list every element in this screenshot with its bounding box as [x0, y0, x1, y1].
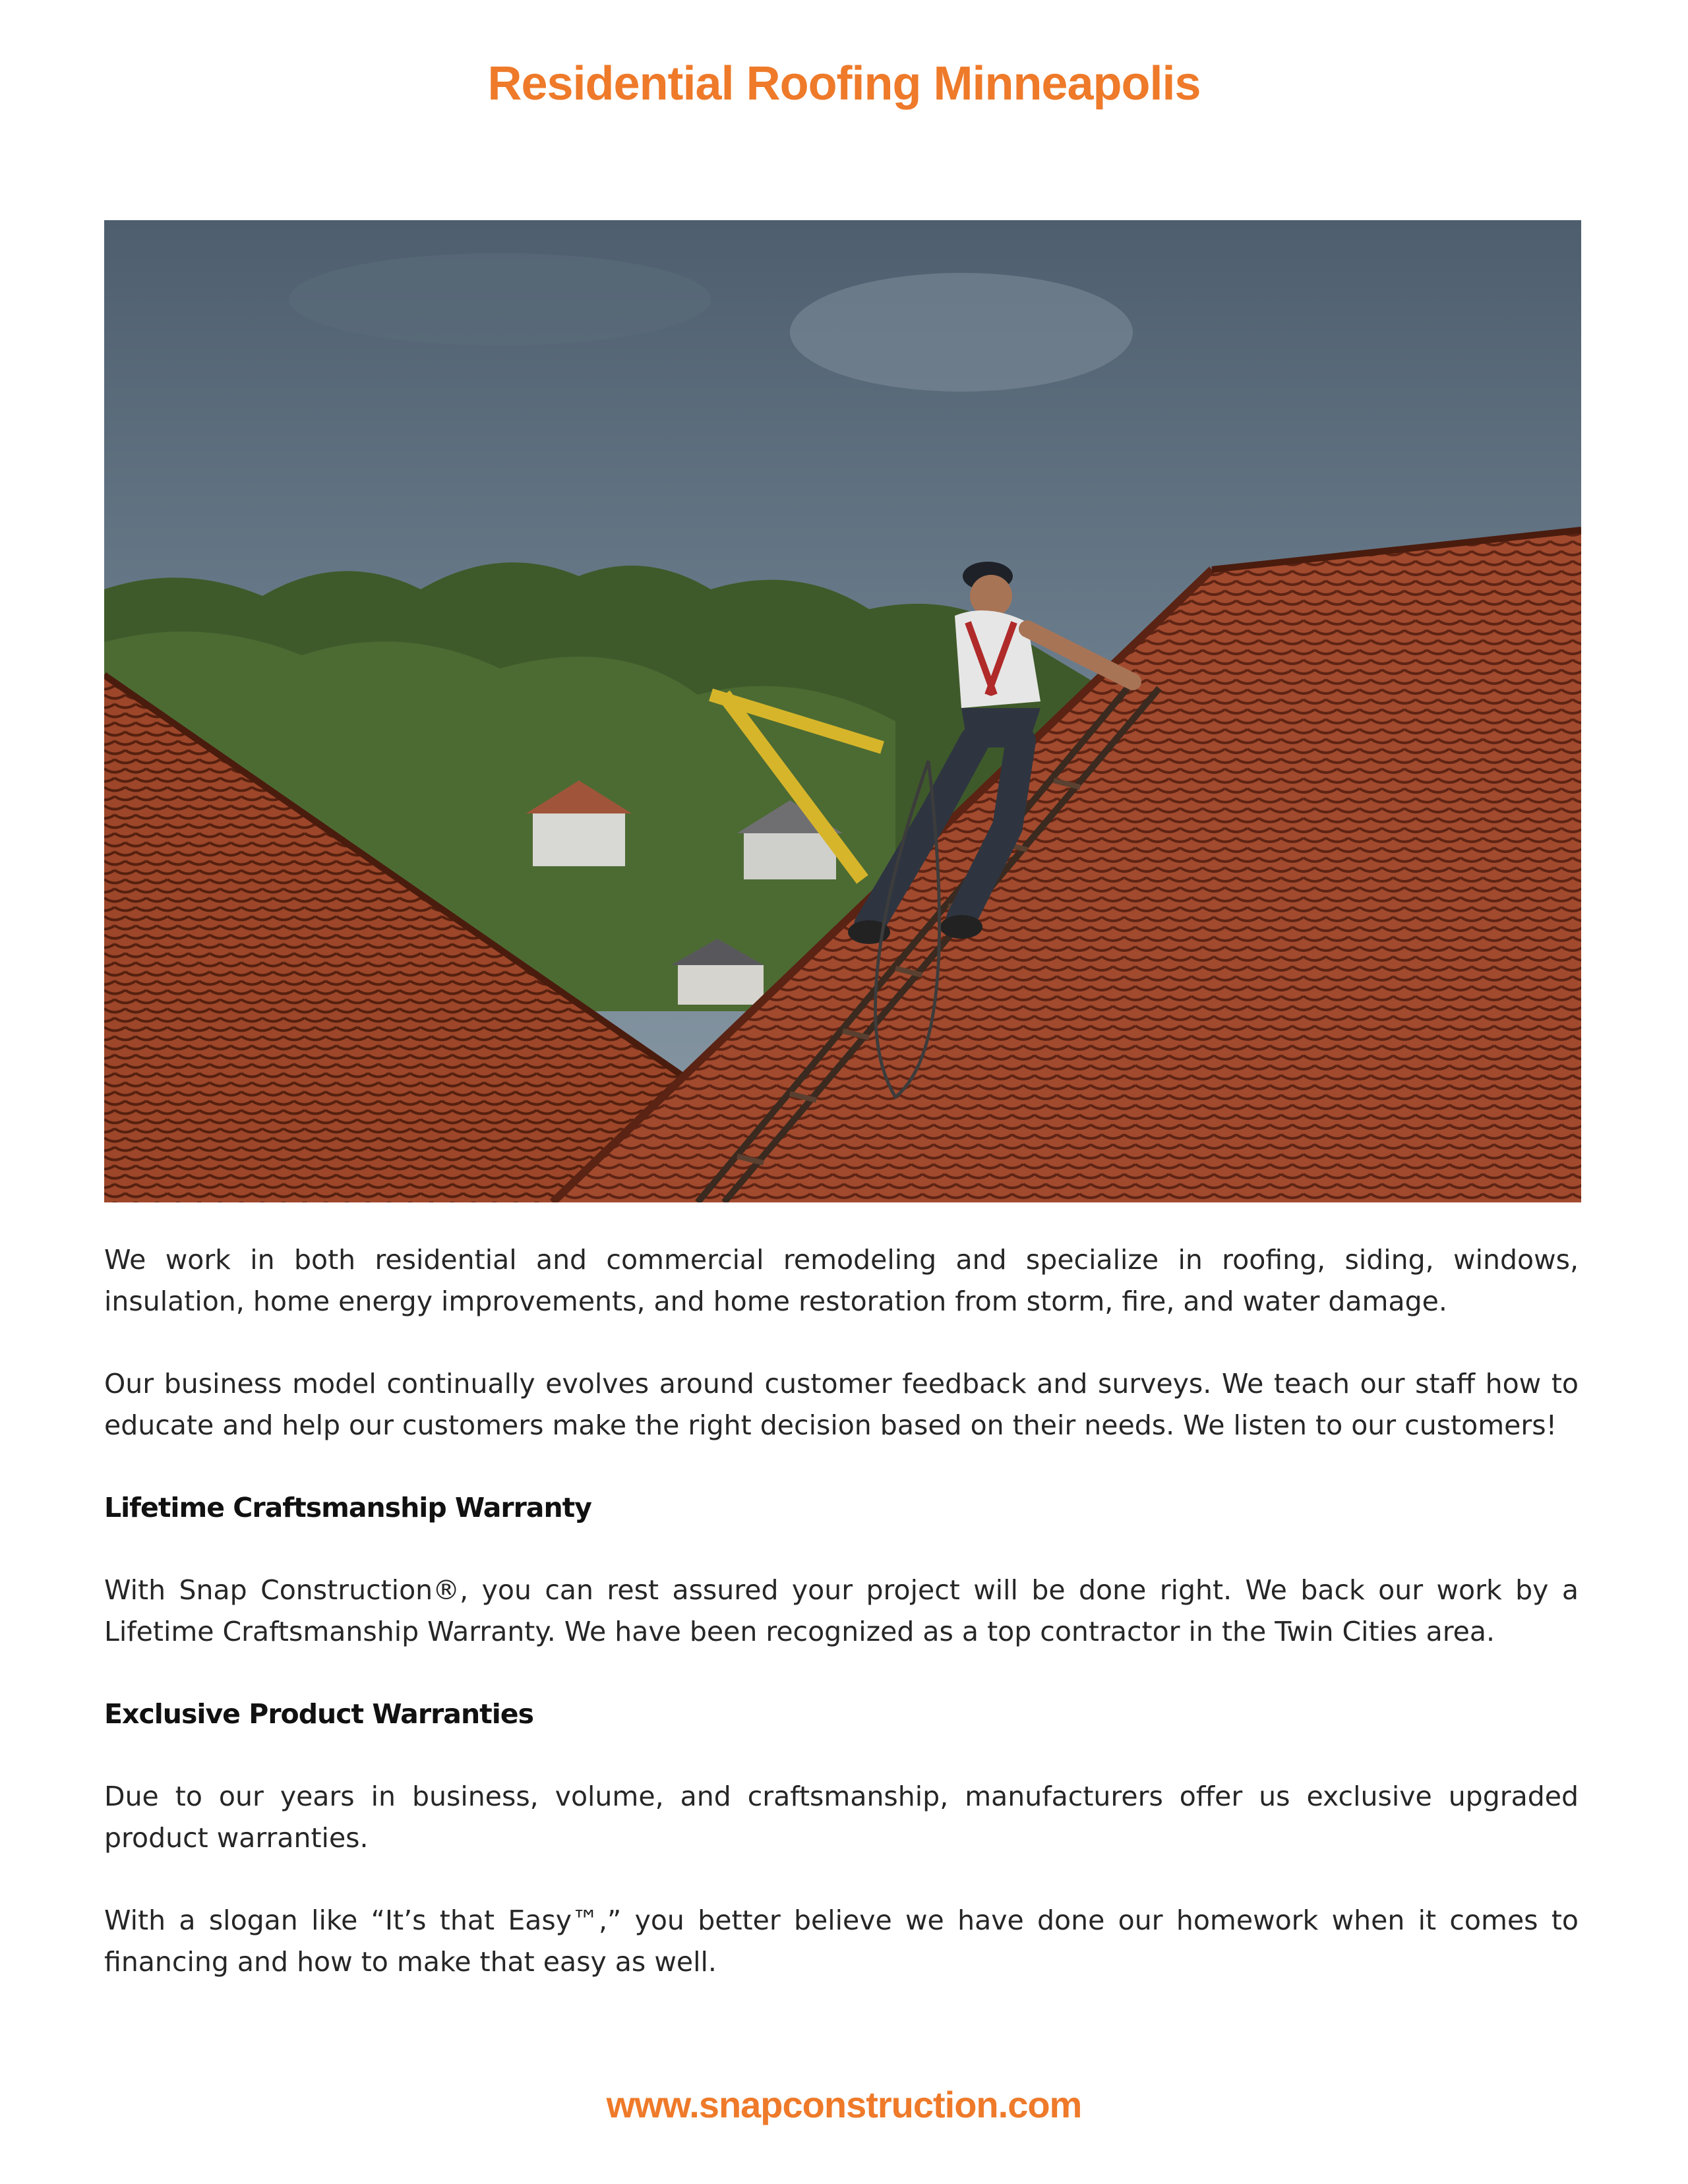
- website-link[interactable]: www.snapconstruction.com: [606, 2084, 1082, 2125]
- slogan-paragraph: With a slogan like “It’s that Easy™,” you better believe we have done our homework when it comes to financing and how to make that easy as well.: [104, 1904, 1579, 1978]
- product-warranties-paragraph: Due to our years in business, volume, and craftsmanship, manufacturers offer us exclusive upgraded product warranties.: [104, 1781, 1579, 1854]
- main-content: [104, 1239, 1579, 1983]
- business-model-paragraph: Our business model continually evolves around customer feedback and surveys. We teach our staff how to educate and help our customers make the right decision based on their needs. We listen to our customers!: [104, 1368, 1579, 1441]
- product-warranties-heading: Exclusive Product Warranties: [104, 1698, 534, 1730]
- page-title: Residential Roofing Minneapolis: [487, 57, 1201, 110]
- lifetime-warranty-paragraph: With Snap Construction®, you can rest assured your project will be done right. We back our work by a Lifetime Craftsmanship Warranty. We have been recognized as a top contractor in the Twin Cities area.: [104, 1574, 1579, 1647]
- hero-roofer-photo: [104, 220, 1581, 1202]
- roofer-on-tiled-roof-photo-icon: [104, 220, 1581, 1202]
- lifetime-warranty-heading: Lifetime Craftsmanship Warranty: [104, 1492, 591, 1523]
- intro-paragraph: We work in both residential and commercial remodeling and specialize in roofing, siding, windows, insulation, home energy improvements, and home restoration from storm, fire, and water damage.: [104, 1244, 1579, 1317]
